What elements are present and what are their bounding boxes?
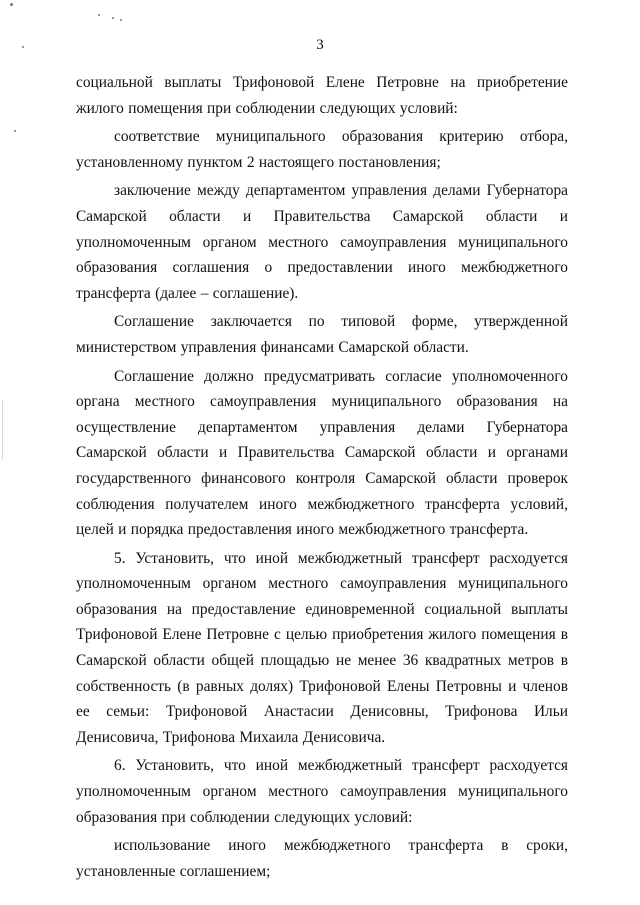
paragraph-item-5: 5. Установить, что иной межбюджетный трансферт расходуется уполномоченным органом местного самоуправления муниципального образования на предоставление единовременной социальной выплаты Трифоновой Елене Петровне с целью приобретения жилого помещения в Самарской области общей площадью не менее 36 квадратных метров в собственность (в равных долях) Трифоновой Елены Петровны и членов ее семьи: Трифоновой Анастасии Денисовны, Трифонова Ильи Денисовича, Трифонова Михаила Денисовича. <box>76 549 568 746</box>
page-number: 3 <box>316 37 324 53</box>
paragraph-agreement-form: Соглашение заключается по типовой форме, утвержденной министерством управления финансами Самарской области. <box>76 313 568 356</box>
paragraph-agreement-consent: Соглашение должно предусматривать согласие уполномоченного органа местного самоуправления муниципального образования на осуществление департаментом управления делами Губернатора Самарской области и Правительства Самарской области и органами государственного финансового контроля Самарской области проверок соблюдения получателем иного межбюджетного трансферта условий, целей и порядка предоставления иного межбюджетного трансферта. <box>76 367 568 539</box>
document-body <box>76 70 568 884</box>
scan-speck <box>14 130 16 132</box>
paragraph-item-6: 6. Установить, что иной межбюджетный трансферт расходуется уполномоченным органом местного самоуправления муниципального образования при соблюдении следующих условий: <box>76 757 568 826</box>
paragraph-criterion-compliance: соответствие муниципального образования критерию отбора, установленному пунктом 2 настоящего постановления; <box>76 128 568 171</box>
paragraph-conditions-intro: социальной выплаты Трифоновой Елене Петровне на приобретение жилого помещения при соблюдении следующих условий: <box>76 74 568 117</box>
paragraph-agreement-conclusion: заключение между департаментом управления делами Губернатора Самарской области и Правительства Самарской области и уполномоченным органом местного самоуправления муниципального образования соглашения о предоставлении иного межбюджетного трансферта (далее – соглашение). <box>76 182 568 302</box>
scan-edge-line <box>2 400 3 460</box>
scan-speck <box>10 3 13 6</box>
scan-speck <box>98 14 100 16</box>
paragraph-usage-terms: использование иного межбюджетного трансферта в сроки, установленные соглашением; <box>76 837 568 880</box>
scan-speck <box>120 19 122 21</box>
scan-speck <box>112 17 114 19</box>
